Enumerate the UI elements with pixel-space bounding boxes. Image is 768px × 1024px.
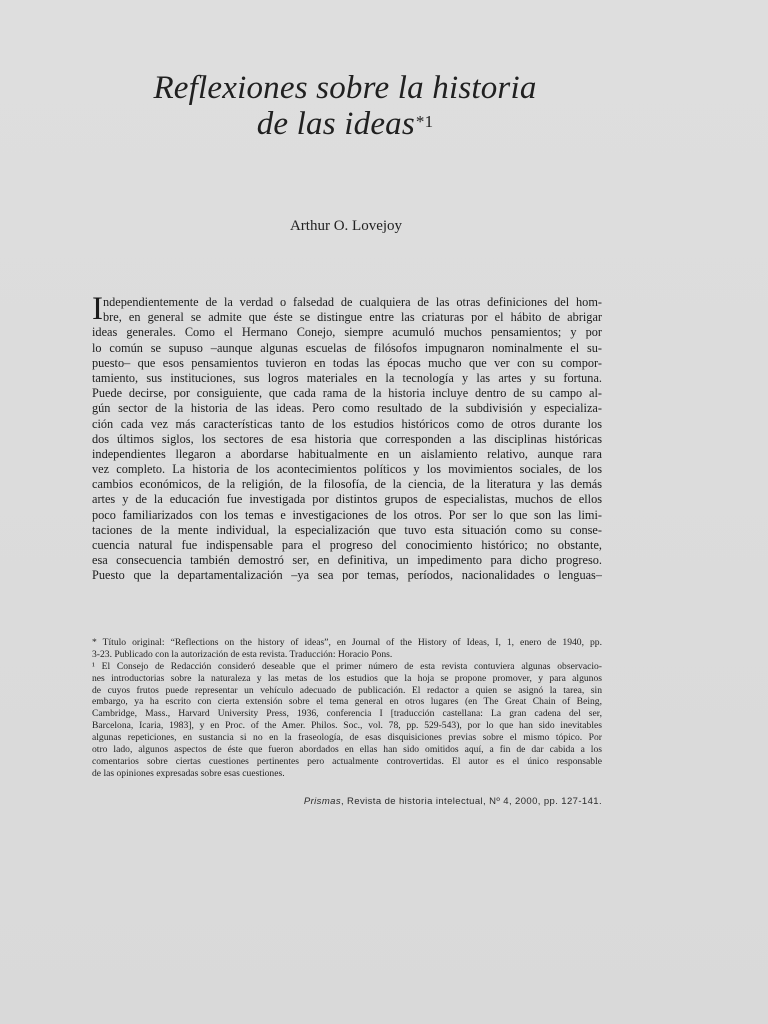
body-paragraph	[92, 291, 602, 584]
title-line-1: Reflexiones sobre la historia	[153, 70, 537, 106]
body-line: taciones de la mente individual, la especialización que tuvo esta situación como su conse-	[92, 522, 602, 537]
article-title	[100, 70, 590, 142]
drop-cap: I	[92, 291, 103, 327]
footnote-line: ¹ El Consejo de Redacción consideró deseable que el primer número de esta revista contuviera algunas observacio-	[92, 660, 602, 672]
body-line: gún sector de la historia de las ideas. Pero como resultado de la subdivisión y especializa-	[92, 401, 602, 416]
footnote-line: de las opiniones expresadas sobre esas cuestiones.	[92, 767, 285, 779]
body-line: bre, en general se admite que éste se distingue entre las criaturas por el hábito de abrigar	[103, 310, 602, 325]
footnote-line: * Título original: “Reflections on the history of ideas”, en Journal of the History of Ideas, I, 1, enero de 1940, pp.	[92, 637, 602, 648]
citation-details: , Revista de historia intelectual, Nº 4, 2000, pp. 127-141.	[340, 796, 602, 807]
author-name: Arthur O. Lovejoy	[289, 218, 403, 234]
body-line: independientes llegaron a abordarse habitualmente en un aislamiento relativo, aunque rara	[92, 446, 602, 461]
title-line-2-text: de las ideas	[256, 106, 415, 142]
body-line: esa consecuencia también demostró ser, en definitiva, un impedimento para dicho progreso.	[92, 553, 602, 568]
body-line: lo común se supuso –aunque algunas escuelas de filósofos impugnaron nominalmente el su-	[92, 340, 602, 355]
footnote-line: Barcelona, Icaria, 1983], y en Proc. of the Amer. Philos. Soc., vol. 78, pp. 529-543), por lo que han sido inevitables	[92, 720, 602, 732]
body-line: artes y de la educación fue investigada por distintos grupos de especialistas, muchos de ellos	[92, 492, 602, 507]
body-line: dos últimos siglos, los sectores de esa historia que corresponden a las disciplinas históricas	[92, 431, 602, 446]
body-line: poco familiarizados con los temas e investigaciones de los otros. Por ser lo que son las limi-	[92, 507, 602, 522]
footnote-line: 3-23. Publicado con la autorización de esta revista. Traducción: Horacio Pons.	[92, 648, 393, 660]
title-footnote-mark: *1	[415, 112, 434, 131]
title-line-2	[100, 106, 590, 142]
footnote-line: Cambridge, Mass., Harvard University Press, 1936, conferencia I [traducción castellana: La gran cadena del ser,	[92, 708, 602, 720]
journal-name: Prismas	[303, 796, 341, 807]
body-line: ción cada vez más características tanto de los estudios históricos como de otros durante los	[92, 416, 602, 431]
footnote-line: embargo, ya ha escrito con cierta extensión sobre el tema general en otros lugares (en The Great Chain of Being,	[92, 696, 602, 708]
body-line: ndependientemente de la verdad o falsedad de cualquiera de las otras definiciones del hom-	[103, 295, 602, 309]
body-line: puesto– que esos pensamientos tuvieron en todas las épocas mucho que ver con su compor-	[92, 355, 602, 370]
footnote-line: otro lado, algunos aspectos de éste que fueron abordados en ellas han sido omitidos aquí, a fin de dar cabida a los	[92, 744, 602, 756]
journal-citation	[200, 796, 602, 807]
footnotes	[92, 637, 602, 780]
body-line: Puede decirse, por consiguiente, que cada rama de la historia incluye dentro de su campo al-	[92, 386, 602, 401]
footnote-line: algunas repeticiones, en sustancia si no en la fraseología, de esas disquisiciones previas sobre el mismo tópico. Por	[92, 732, 602, 744]
footnote-line: de cuyos frutos puede representar un vehículo adecuado de publicación. El redactor a quien se asignó la tarea, sin	[92, 684, 602, 696]
body-line: cuencia natural fue indispensable para el progreso del conocimiento histórico; no obstante,	[92, 538, 602, 552]
body-line: vez completo. La historia de los acontecimientos políticos y los movimientos sociales, de los	[92, 462, 602, 477]
footnote-line: comentarios sobre ciertas cuestiones pertinentes pero actualmente controvertidas. El autor es el único responsable	[92, 755, 602, 767]
footnote-line: nes introductorias sobre la naturaleza y las metas de los estudios que la hoja se propone promover, y para algunos	[92, 672, 602, 684]
body-line: cambios económicos, de la religión, de la filosofía, de la ciencia, de la literatura y las demás	[92, 477, 602, 492]
body-line: ideas generales. Como el Hermano Conejo, siempre acumuló muchos pensamientos; y por	[92, 325, 602, 340]
body-line: Puesto que la departamentalización –ya sea por temas, períodos, nacionalidades o lenguas–	[92, 568, 602, 583]
body-line: tamiento, sus instituciones, sus logros materiales en la tecnología y las artes y su fortuna.	[92, 370, 602, 385]
